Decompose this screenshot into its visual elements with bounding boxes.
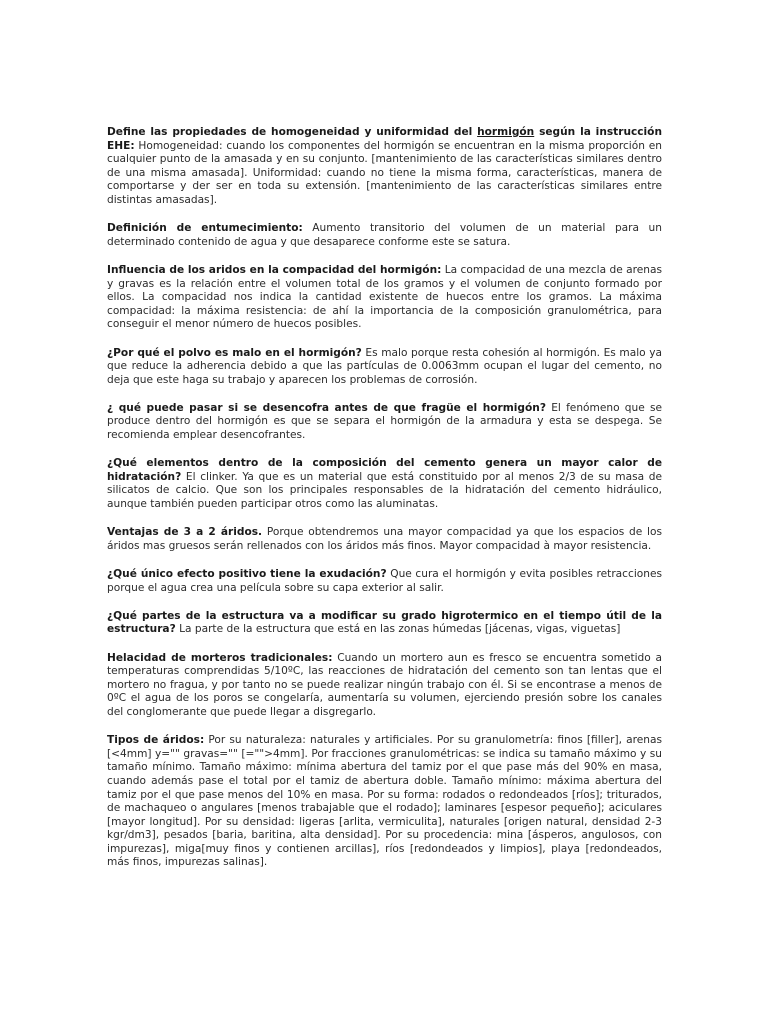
question-heading: Ventajas de 3 a 2 áridos. <box>107 526 263 539</box>
answer-text: Por su naturaleza: naturales y artificiales. Por su granulometría: finos [filler], arenas [<4mm] y="" gravas="" [="">4mm]. Por fracciones granulométricas: se indica su tamaño máximo y su tamaño mínimo. Tamaño máximo: mínima abertura del tamiz por el que pase más del 90% en masa, cuando además pase el total por el tamiz de abertura doble. Tamaño mínimo: máxima abertura del tamiz por el que pase menos del 10% en masa. Por su forma: rodados o redondeados [ríos]; triturados, de machaqueo o angulares [menos trabajable que el rodado]; laminares [espesor pequeño]; aciculares [mayor longitud]. Por su densidad: ligeras [arlita, vermiculita], naturales [origen natural, densidad 2-3 kgr/dm3], pesados [baria, baritina, alta densidad]. Por su procedencia: mina [ásperos, angulosos, con impurezas], miga[muy finos y contienen arcillas], ríos [redondeados y limpios], playa [redondeados, más finos, impurezas salinas]. <box>107 734 662 869</box>
question-heading: ¿ qué puede pasar si se desencofra antes de que fragüe el hormigón? <box>107 401 546 414</box>
question-heading: Influencia de los aridos en la compacidad del hormigón: <box>107 263 442 276</box>
question-heading: ¿Qué elementos dentro de la composición del cemento genera un mayor calor de hidratación? <box>107 457 662 483</box>
paragraph-desencofrado <box>107 402 662 443</box>
paragraph-exudacion <box>107 568 662 595</box>
document-page <box>107 126 662 885</box>
hormigon-link[interactable]: hormigón <box>477 126 535 138</box>
paragraph-ventajas-aridos <box>107 526 662 553</box>
paragraph-entumecimiento <box>107 222 662 249</box>
paragraph-homogeneidad <box>107 126 662 208</box>
question-heading: Helacidad de morteros tradicionales: <box>107 651 333 664</box>
answer-text: Porque obtendremos una mayor compacidad ya que los espacios de los áridos mas gruesos serán rellenados con los áridos más finos. Mayor compacidad à mayor resistencia. <box>107 526 662 552</box>
answer-text: El clinker. Ya que es un material que está constituido por al menos 2/3 de su masa de silicatos de calcio. Que son los principales responsables de la hidratación del cemento hidráulico, aunque también pueden participar otros como las aluminatas. <box>107 470 662 511</box>
answer-text: Cuando un mortero aun es fresco se encuentra sometido a temperaturas comprendidas 5/10ºC, las reacciones de hidratación del cemento son tan lentas que el mortero no fragua, y por tanto no se puede realizar ningún trabajo con él. Si se encontrase a menos de 0ºC el agua de los poros se congelaría, aumentaría su volumen, ejerciendo presión sobre los canales del conglomerante que puede llegar a disgregarlo. <box>107 651 662 718</box>
paragraph-calor-hidratacion <box>107 457 662 511</box>
answer-text: Homogeneidad: cuando los componentes del hormigón se encuentran en la misma proporción en cualquier punto de la amasada y en su conjunto. [mantenimiento de las características similares dentro de una misma amasada]. Uniformidad: cuando no tiene la misma forma, características, manera de comportarse y der ser en toda su extensión. [mantenimiento de las características similares entre distintas amasadas]. <box>107 139 662 206</box>
paragraph-higrotermico <box>107 610 662 637</box>
paragraph-polvo <box>107 347 662 388</box>
paragraph-compacidad <box>107 264 662 332</box>
answer-text: La parte de la estructura que está en las zonas húmedas [jácenas, vigas, viguetas] <box>175 623 621 636</box>
answer-text: El fenómeno que se produce dentro del hormigón es que se separa el hormigón de la armadura y esta se despega. Se recomienda emplear desencofrantes. <box>107 401 662 442</box>
question-heading: ¿Qué partes de la estructura va a modificar su grado higrotermico en el tiempo útil de la estructura? <box>107 609 662 636</box>
question-heading: ¿Qué único efecto positivo tiene la exudación? <box>107 568 387 580</box>
paragraph-tipos-aridos <box>107 734 662 870</box>
answer-text: Que cura el hormigón y evita posibles retracciones porque el agua crea una película sobre su capa exterior al salir. <box>107 568 662 594</box>
answer-text: Es malo porque resta cohesión al hormigón. Es malo ya que reduce la adherencia debido a que las partículas de 0.0063mm ocupan el lugar del cemento, no deja que este haga su trabajo y aparecen los problemas de corrosión. <box>107 346 662 386</box>
answer-text: La compacidad de una mezcla de arenas y gravas es la relación entre el volumen total de los gramos y el volumen de conjunto formado por ellos. La compacidad nos indica la cantidad existente de huecos entre los gramos. La máxima compacidad: la máxima resistencia: de ahí la importancia de la composición granulométrica, para conseguir el menor número de huecos posibles. <box>107 263 663 331</box>
question-heading: Tipos de áridos: <box>107 734 205 747</box>
question-heading: ¿Por qué el polvo es malo en el hormigón? <box>107 346 362 359</box>
paragraph-helacidad <box>107 652 662 720</box>
question-heading: Define las propiedades de homogeneidad y uniformidad del hormigón según la instrucción EHE: <box>107 126 663 152</box>
question-heading: Definición de entumecimiento: <box>107 222 303 235</box>
answer-text: Aumento transitorio del volumen de un material para un determinado contenido de agua y que desaparece conforme este se satura. <box>107 222 662 248</box>
